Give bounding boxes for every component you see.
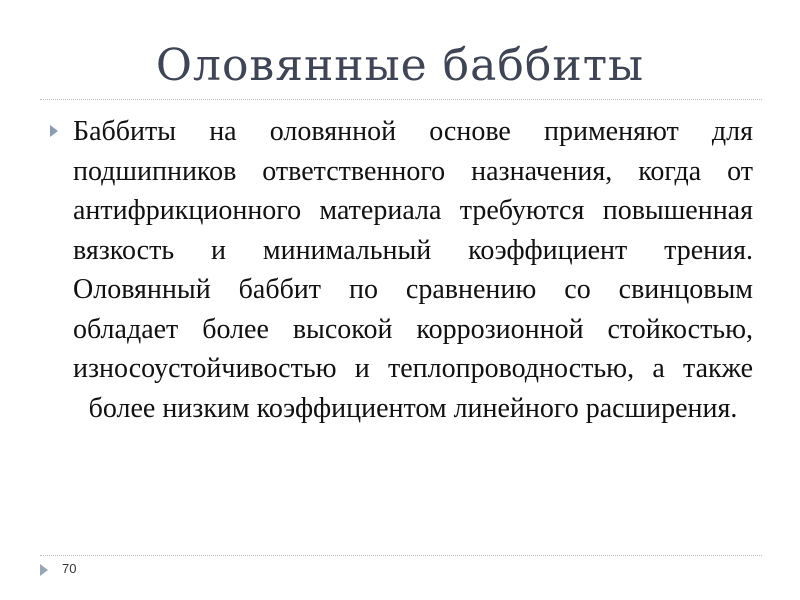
footer-divider	[40, 555, 762, 556]
page-number: 70	[62, 561, 77, 576]
title-divider	[40, 99, 762, 100]
triangle-arrow-icon	[40, 564, 48, 576]
triangle-bullet-icon	[50, 125, 58, 137]
slide-title: Оловянные баббиты	[155, 40, 645, 91]
bullet-text: Баббиты на оловянной основе применяют для подшипников ответственного назначения, когда от антифрикционного материала требуются повышенная вязкость и минимальный коэффициент трения. Оловянный баббит по сравнению со свинцовым обладает более высокой коррозионной стойкостью, износоустойчивостью и теплопроводностью, а также более низким коэффициентом линейного расширения.	[73, 116, 753, 424]
